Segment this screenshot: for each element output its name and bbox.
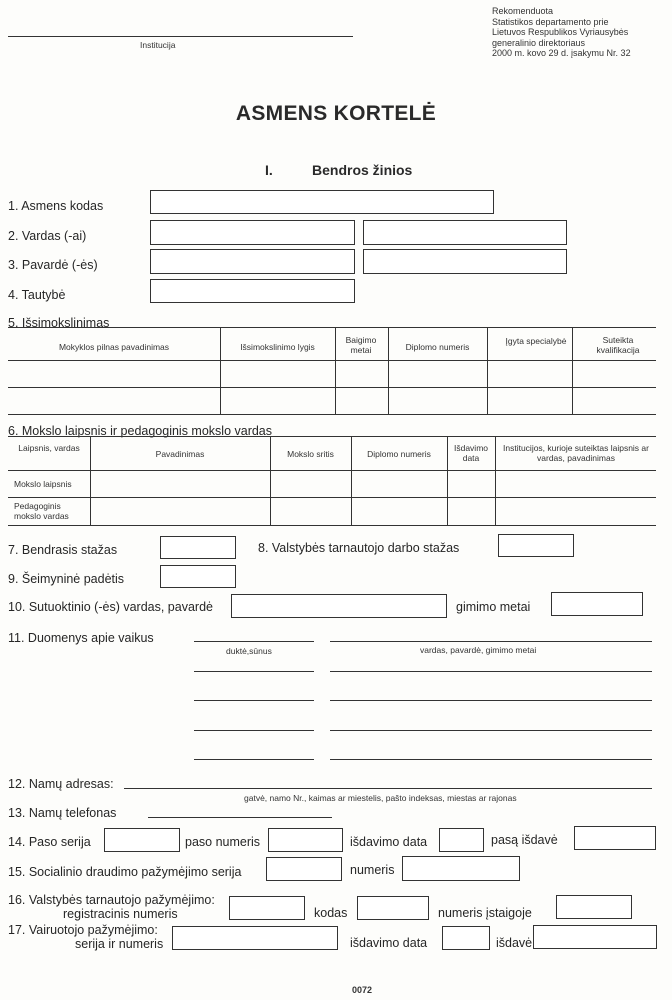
surname-field[interactable] xyxy=(150,249,355,274)
child-name-caption: vardas, pavardė, gimimo metai xyxy=(420,645,537,655)
col-header: Įgyta specialybė xyxy=(505,336,567,346)
passport-issuer-label: pasą išdavė xyxy=(491,833,558,847)
nationality-label: 4. Tautybė xyxy=(8,288,66,302)
registration-number-field[interactable] xyxy=(229,896,305,920)
col-header: Suteikta kvalifikacija xyxy=(596,335,640,355)
row-label: Pedagoginis mokslo vardas xyxy=(14,501,69,521)
child-relation-line[interactable] xyxy=(194,730,314,731)
recommendation-line: Statistikos departamento prie xyxy=(492,16,609,27)
registration-number-label: registracinis numeris xyxy=(63,907,178,921)
child-name-line[interactable] xyxy=(330,730,652,731)
civil-servant-id-label: 16. Valstybės tarnautojo pažymėjimo: xyxy=(8,893,215,907)
section-title: Bendros žinios xyxy=(312,162,413,178)
recommendation-block xyxy=(492,6,631,59)
second-name-field[interactable] xyxy=(363,220,567,245)
page-title: ASMENS KORTELĖ xyxy=(235,102,437,125)
marital-status-label: 9. Šeimyninė padėtis xyxy=(8,572,125,586)
education-label: 5. Išsimokslinimas xyxy=(8,316,110,330)
degree-label: 6. Mokslo laipsnis ir pedagoginis mokslo vardas xyxy=(8,424,273,438)
col-header: Mokslo sritis xyxy=(287,449,334,459)
total-experience-label: 7. Bendrasis stažas xyxy=(8,543,118,557)
civil-service-experience-label: 8. Valstybės tarnautojo darbo stažas xyxy=(258,541,460,555)
passport-date-field[interactable] xyxy=(439,828,484,852)
col-header: Išsimokslinimo lygis xyxy=(240,342,315,352)
personal-code-field[interactable] xyxy=(150,190,494,214)
driver-license-label: 17. Vairuotojo pažymėjimo: xyxy=(8,923,158,937)
col-header: Pavadinimas xyxy=(155,449,205,459)
col-header: Baigimo metai xyxy=(345,335,377,355)
code-label: kodas xyxy=(314,906,348,920)
marital-status-field[interactable] xyxy=(160,565,236,588)
driver-license-issuer-label: išdavė xyxy=(496,936,533,950)
passport-series-field[interactable] xyxy=(104,828,180,852)
passport-number-field[interactable] xyxy=(268,828,343,852)
first-name-field[interactable] xyxy=(150,220,355,245)
driver-license-issuer-field[interactable] xyxy=(533,925,657,949)
col-header: Diplomo numeris xyxy=(405,342,470,352)
child-relation-line[interactable] xyxy=(194,759,314,760)
institution-line[interactable] xyxy=(8,36,353,37)
personal-code-label: 1. Asmens kodas xyxy=(8,199,104,213)
education-table xyxy=(8,327,656,415)
home-phone-line[interactable] xyxy=(148,817,332,818)
passport-number-label: paso numeris xyxy=(185,835,261,849)
code-field[interactable] xyxy=(357,896,429,920)
degree-table xyxy=(8,436,656,526)
spouse-birth-year-field[interactable] xyxy=(551,592,643,616)
child-relation-line[interactable] xyxy=(194,671,314,672)
child-name-line[interactable] xyxy=(330,641,652,642)
nationality-field[interactable] xyxy=(150,279,355,303)
child-relation-line[interactable] xyxy=(194,641,314,642)
driver-license-series-label: serija ir numeris xyxy=(75,937,164,951)
second-surname-field[interactable] xyxy=(363,249,567,274)
home-address-caption: gatvė, namo Nr., kaimas ar miestelis, pašto indeksas, miestas ar rajonas xyxy=(244,793,517,803)
child-name-line[interactable] xyxy=(330,700,652,701)
first-name-label: 2. Vardas (-ai) xyxy=(8,229,87,243)
recommendation-line: generalinio direktoriaus xyxy=(492,37,586,48)
institution-number-label: numeris įstaigoje xyxy=(438,906,532,920)
driver-license-series-field[interactable] xyxy=(172,926,338,950)
social-insurance-series-label: 15. Socialinio draudimo pažymėjimo serija xyxy=(8,865,242,879)
civil-service-experience-field[interactable] xyxy=(498,534,574,557)
institution-label: Institucija xyxy=(140,40,176,50)
social-insurance-number-field[interactable] xyxy=(402,856,520,881)
section-number: I. xyxy=(265,162,273,178)
surname-label: 3. Pavardė (-ės) xyxy=(8,258,98,272)
col-header: Mokyklos pilnas pavadinimas xyxy=(58,342,170,352)
passport-date-label: išdavimo data xyxy=(350,835,428,849)
home-phone-label: 13. Namų telefonas xyxy=(8,806,117,820)
total-experience-field[interactable] xyxy=(160,536,236,559)
spouse-name-field[interactable] xyxy=(231,594,447,618)
children-label: 11. Duomenys apie vaikus xyxy=(8,631,154,645)
row-label: Mokslo laipsnis xyxy=(14,479,72,489)
spouse-birth-year-label: gimimo metai xyxy=(456,600,531,614)
social-insurance-number-label: numeris xyxy=(350,863,395,877)
home-address-label: 12. Namų adresas: xyxy=(8,777,114,791)
recommendation-line: Rekomenduota xyxy=(492,6,554,16)
col-header: Išdavimo data xyxy=(453,443,488,463)
child-relation-line[interactable] xyxy=(194,700,314,701)
child-name-line[interactable] xyxy=(330,671,652,672)
institution-number-field[interactable] xyxy=(556,895,632,919)
passport-issuer-field[interactable] xyxy=(574,826,656,850)
form-code: 0072 xyxy=(352,985,373,995)
col-header: Laipsnis, vardas xyxy=(18,443,80,453)
col-header: Institucijos, kurioje suteiktas laipsnis ar vardas, pavadinimas xyxy=(503,443,649,463)
child-relation-caption: duktė,sūnus xyxy=(226,646,272,656)
recommendation-line: 2000 m. kovo 29 d. įsakymu Nr. 32 xyxy=(492,48,631,58)
passport-series-label: 14. Paso serija xyxy=(8,835,91,849)
spouse-name-label: 10. Sutuoktinio (-ės) vardas, pavardė xyxy=(8,600,213,614)
driver-license-date-field[interactable] xyxy=(442,926,490,950)
col-header: Diplomo numeris xyxy=(367,449,431,459)
recommendation-line: Lietuvos Respublikos Vyriausybės xyxy=(492,27,629,37)
child-name-line[interactable] xyxy=(330,759,652,760)
home-address-line[interactable] xyxy=(124,788,652,789)
driver-license-date-label: išdavimo data xyxy=(350,936,428,950)
social-insurance-series-field[interactable] xyxy=(266,857,342,881)
